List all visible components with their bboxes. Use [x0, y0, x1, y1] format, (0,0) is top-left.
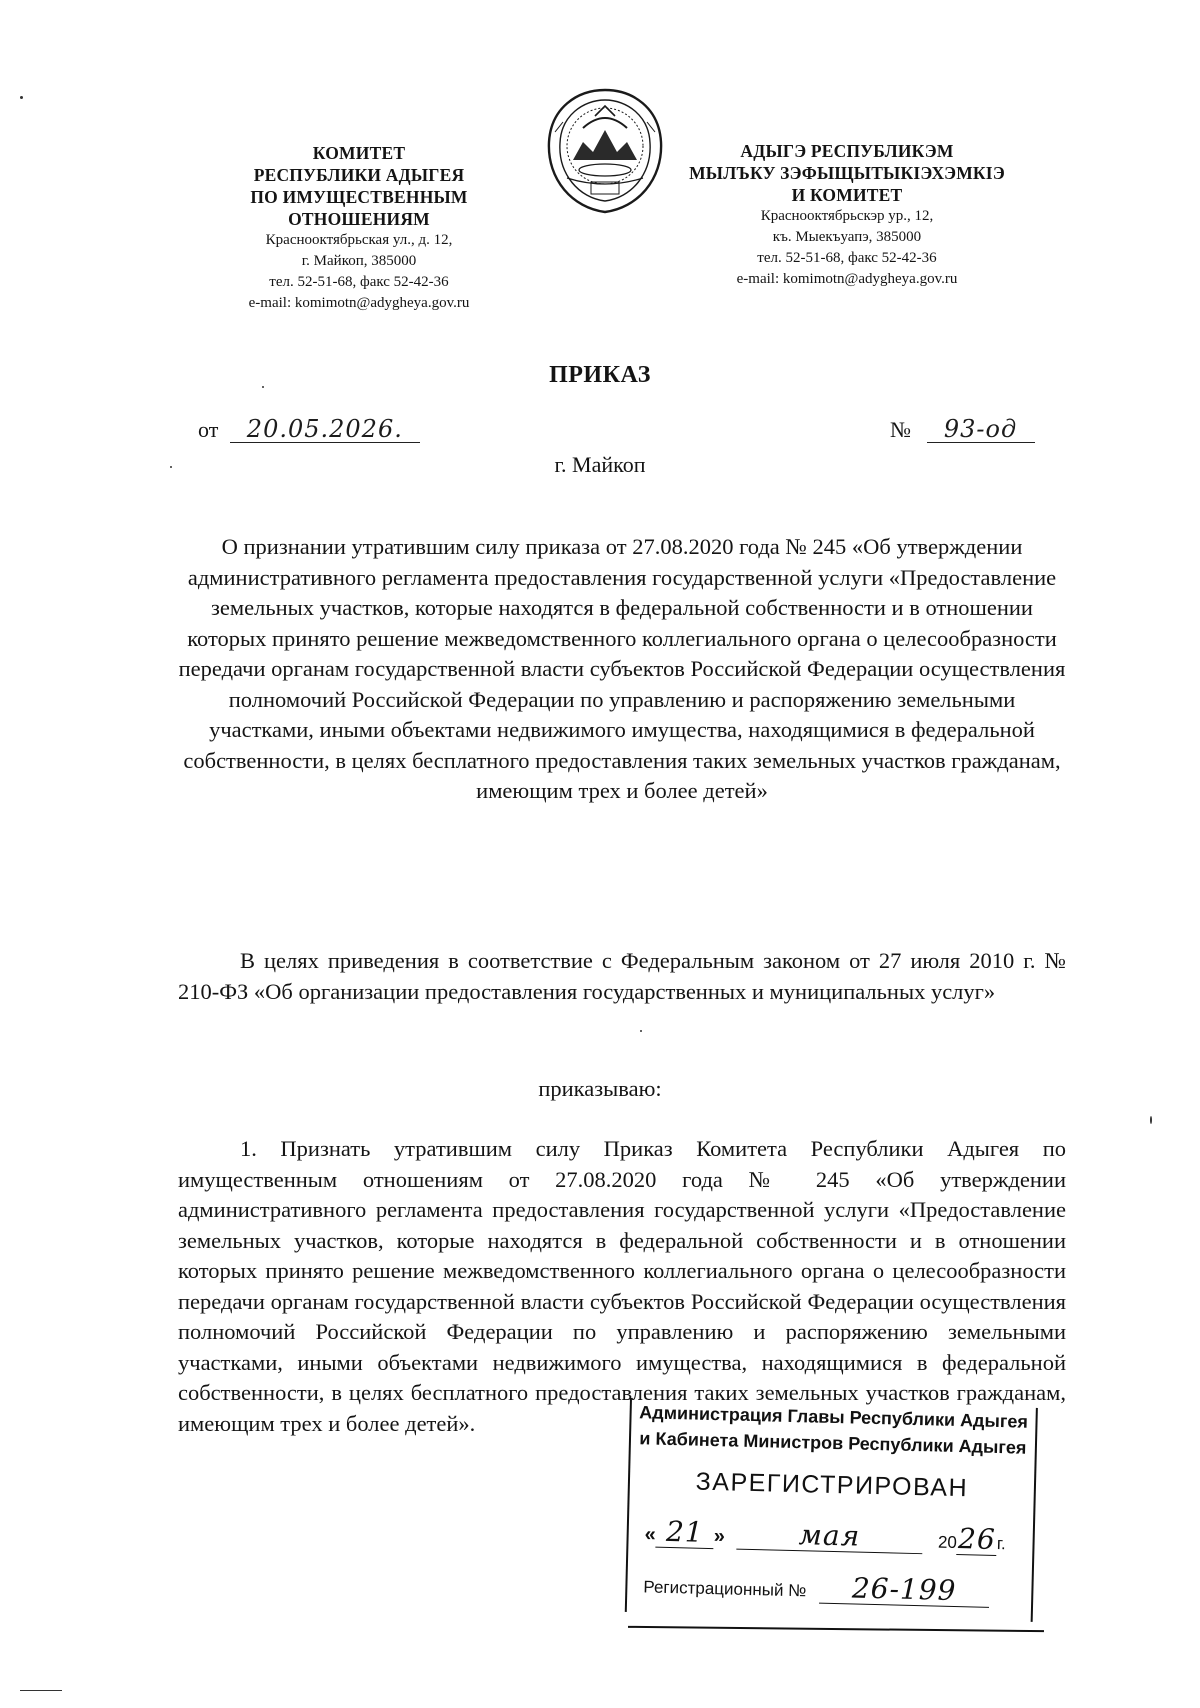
- order-word: приказываю:: [538, 1076, 662, 1101]
- letterhead-right-address: Краснооктябрьскэр ур., 12,: [760, 208, 934, 224]
- stamp-open-quote: «: [644, 1523, 657, 1546]
- scan-speck: [262, 386, 264, 388]
- stamp-year-prefix: 20: [937, 1532, 958, 1553]
- letterhead-left-email: e-mail: komimotn@adygheya.gov.ru: [248, 295, 470, 311]
- number-handwritten: 93-од: [927, 416, 1035, 443]
- scan-speck: [20, 96, 23, 99]
- stamp-org-line-2: и Кабинета Министров Республики Адыгея: [639, 1428, 1027, 1458]
- stamp-month: мая: [736, 1519, 923, 1555]
- date-prefix: от: [198, 417, 219, 442]
- stamp-close-quote: »: [713, 1525, 726, 1548]
- letterhead-left-title-3: ПО ИМУЩЕСТВЕННЫМ ОТНОШЕНИЯМ: [250, 187, 468, 229]
- scan-speck: [20, 1690, 62, 1691]
- issue-city: г. Майкоп: [554, 452, 646, 477]
- letterhead-right: [686, 140, 1008, 290]
- letterhead-right-title-3: И КОМИТЕТ: [791, 185, 903, 205]
- letterhead-left-title-1: КОМИТЕТ: [312, 143, 406, 163]
- document-type-heading: ПРИКАЗ: [549, 362, 651, 388]
- scan-speck: [1150, 1116, 1152, 1124]
- letterhead-right-phone: тел. 52-51-68, факс 52-42-36: [757, 250, 937, 266]
- order-date: [198, 416, 420, 443]
- stamp-year-mark: г.: [996, 1534, 1006, 1554]
- letterhead-right-title-2: МЫЛЪКУ ЗЭФЫЩЫТЫКIЭХЭМКIЭ: [689, 163, 1005, 183]
- stamp-year: 26: [957, 1522, 997, 1556]
- letterhead-right-city: къ. Мыекъуапэ, 385000: [772, 229, 922, 245]
- number-prefix: №: [890, 417, 911, 442]
- scan-speck: [170, 466, 172, 468]
- order-number: [890, 416, 1035, 443]
- stamp-org-line-1: Администрация Главы Республики Адыгея: [639, 1402, 1029, 1432]
- stamp-day: 21: [655, 1517, 714, 1549]
- letterhead-left-address: Краснооктябрьская ул., д. 12,: [265, 232, 453, 248]
- coat-of-arms-icon: [543, 86, 667, 216]
- letterhead-right-title-1: АДЫГЭ РЕСПУБЛИКЭМ: [740, 141, 954, 161]
- letterhead-left-title-2: РЕСПУБЛИКИ АДЫГЕЯ: [253, 165, 465, 185]
- letterhead-right-email: e-mail: komimotn@adygheya.gov.ru: [736, 271, 958, 287]
- order-item-1: 1. Признать утратившим силу Приказ Комитета Республики Адыгея по имущественным отношениям от 27.08.2020 года № 245 «Об утверждении административного регламента предоставления государственной услуги «Предоставление земельных участков, которые находятся в федеральной собственности и в отношении которых принято решение межведомственного коллегиального органа о целесообразности передачи органам государственной власти субъектов Российской Федерации осуществления полномочий Российской Федерации по управлению и распоряжению земельными участками, иными объектами недвижимого имущества, находящимися в федеральной собственности, в целях бесплатного предоставления таких земельных участков гражданам, имеющим трех и более детей».: [178, 1136, 1066, 1436]
- letterhead-left: [180, 142, 538, 314]
- letterhead-left-phone: тел. 52-51-68, факс 52-42-36: [269, 274, 449, 290]
- stamp-reg-number: 26-199: [819, 1573, 990, 1608]
- date-handwritten: 20.05.2026.: [230, 416, 420, 443]
- registration-stamp: [625, 1398, 1038, 1626]
- letterhead-left-city: г. Майкоп, 385000: [301, 253, 417, 269]
- stamp-reg-label: Регистрационный №: [643, 1577, 807, 1601]
- scan-speck: [640, 1030, 642, 1032]
- preamble-paragraph: В целях приведения в соответствие с Федеральным законом от 27 июля 2010 г. № 210-ФЗ «Об организации предоставления государственных и муниципальных услуг»: [178, 948, 1066, 1004]
- stamp-status: ЗАРЕГИСТРИРОВАН: [695, 1467, 969, 1503]
- order-subject: О признании утратившим силу приказа от 27.08.2020 года № 245 «Об утверждении административного регламента предоставления государственной услуги «Предоставление земельных участков, которые находятся в федеральной собственности и в отношении которых принято решение межведомственного коллегиального органа о целесообразности передачи органам государственной власти субъектов Российской Федерации осуществления полномочий Российской Федерации по управлению и распоряжению земельными участками, иными объектами недвижимого имущества, находящимися в федеральной собственности, в целях бесплатного предоставления таких земельных участков гражданам, имеющим трех и более детей»: [178, 534, 1066, 803]
- stamp-underline: [628, 1626, 1044, 1632]
